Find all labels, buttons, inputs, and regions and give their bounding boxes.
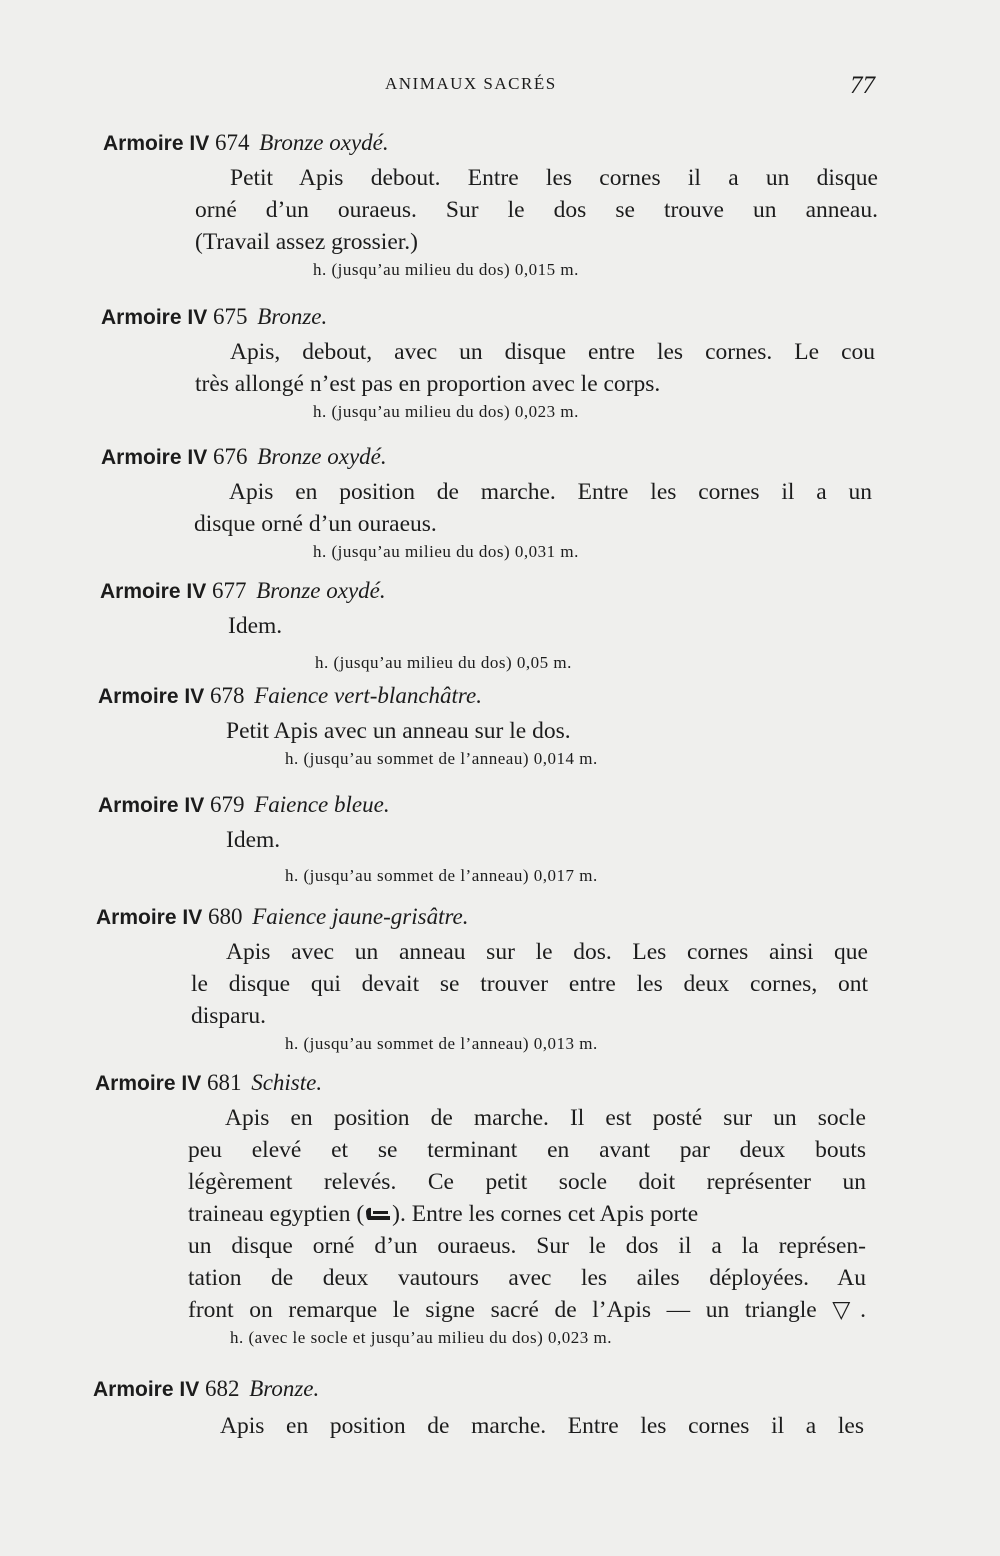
entry-material: Bronze. xyxy=(257,304,328,329)
description-line: très allongé n’est pas en proportion avec le corps. xyxy=(195,371,661,397)
running-title: ANIMAUX SACRÉS xyxy=(385,74,557,93)
entry-dimensions: h. (jusqu’au sommet de l’anneau) 0,014 m. xyxy=(285,749,598,768)
sledge-hieroglyph-icon xyxy=(364,1205,392,1223)
entry-material: Bronze. xyxy=(249,1376,320,1401)
catalog-entry-682 xyxy=(0,1374,1000,1437)
entry-number: 677 xyxy=(211,578,247,603)
entry-location: Armoire IV xyxy=(101,446,208,469)
description-line: Apis avec un anneau sur le dos. Les cornes ainsi que xyxy=(226,939,868,965)
entry-heading xyxy=(103,128,1000,159)
running-head xyxy=(0,74,1000,104)
entry-heading xyxy=(95,1068,1000,1099)
entry-number: 679 xyxy=(209,792,245,817)
entry-location: Armoire IV xyxy=(95,1072,202,1095)
entry-number: 674 xyxy=(214,130,250,155)
entry-description xyxy=(195,162,878,258)
entry-description xyxy=(226,715,876,747)
entry-location: Armoire IV xyxy=(100,580,207,603)
description-line: Idem. xyxy=(226,827,281,853)
entry-location: Armoire IV xyxy=(96,906,203,929)
entry-location: Armoire IV xyxy=(103,132,210,155)
entry-description xyxy=(186,1410,864,1442)
entry-heading xyxy=(96,902,1000,933)
page-number: 77 xyxy=(850,72,875,99)
description-line: le disque qui devait se trouver entre les deux cornes, ont xyxy=(191,971,868,997)
description-segment xyxy=(188,1198,698,1230)
entry-location: Armoire IV xyxy=(93,1378,200,1401)
entry-number: 678 xyxy=(209,683,245,708)
description-text: ). Entre les cornes cet Apis porte xyxy=(392,1201,699,1227)
entry-material: Bronze oxydé. xyxy=(259,130,389,155)
description-line: Apis en position de marche. Il est posté sur un socle xyxy=(225,1105,866,1131)
entry-location: Armoire IV xyxy=(98,685,205,708)
entry-number: 676 xyxy=(212,444,248,469)
entry-location: Armoire IV xyxy=(98,794,205,817)
entry-description xyxy=(188,1102,866,1326)
entry-heading xyxy=(101,442,1000,473)
entry-description xyxy=(195,336,875,400)
catalog-entry-680 xyxy=(0,902,1000,1056)
entry-number: 675 xyxy=(212,304,248,329)
entry-dimensions: h. (avec le socle et jusqu’au milieu du dos) 0,023 m. xyxy=(230,1328,612,1347)
catalog-entry-681 xyxy=(0,1068,1000,1350)
entry-dimensions: h. (jusqu’au milieu du dos) 0,031 m. xyxy=(313,542,579,561)
catalog-entry-674 xyxy=(0,128,1000,282)
description-line: Petit Apis debout. Entre les cornes il a un disque xyxy=(230,165,878,191)
catalog-entry-675 xyxy=(0,302,1000,424)
description-line: Idem. xyxy=(228,613,283,639)
entry-heading xyxy=(101,302,1000,333)
description-line: un disque orné d’un ouraeus. Sur le dos il a la représen- xyxy=(188,1233,866,1259)
entry-number: 681 xyxy=(206,1070,242,1095)
entry-material: Schiste. xyxy=(251,1070,323,1095)
entry-material: Bronze oxydé. xyxy=(256,578,386,603)
entry-description xyxy=(191,936,868,1032)
entry-material: Faience jaune-grisâtre. xyxy=(252,904,469,929)
catalog-entry-678 xyxy=(0,681,1000,771)
catalog-entry-677 xyxy=(0,576,1000,672)
entry-dimensions: h. (jusqu’au milieu du dos) 0,023 m. xyxy=(313,402,579,421)
entry-material: Faience vert-blanchâtre. xyxy=(254,683,482,708)
entry-location: Armoire IV xyxy=(101,306,208,329)
entry-material: Bronze oxydé. xyxy=(257,444,387,469)
description-text: traineau egyptien ( xyxy=(188,1201,365,1227)
entry-heading xyxy=(98,790,1000,821)
description-line: orné d’un ouraeus. Sur le dos se trouve un anneau. xyxy=(195,197,878,223)
entry-description xyxy=(226,824,876,856)
description-line: peu elevé et se terminant en avant par deux bouts xyxy=(188,1137,866,1163)
entry-heading xyxy=(93,1374,1000,1405)
description-line: légèrement relevés. Ce petit socle doit représenter un xyxy=(188,1169,866,1195)
description-line: disparu. xyxy=(191,1003,267,1029)
entry-dimensions: h. (jusqu’au sommet de l’anneau) 0,017 m. xyxy=(285,866,598,885)
description-line: Apis, debout, avec un disque entre les cornes. Le cou xyxy=(230,339,875,365)
entry-heading xyxy=(98,681,1000,712)
description-line: Petit Apis avec un anneau sur le dos. xyxy=(226,718,571,744)
catalog-entry-676 xyxy=(0,442,1000,564)
description-line: (Travail assez grossier.) xyxy=(195,229,418,255)
description-line: Apis en position de marche. Entre les cornes il a un xyxy=(229,479,872,505)
entry-dimensions: h. (jusqu’au milieu du dos) 0,05 m. xyxy=(315,653,572,672)
entry-dimensions: h. (jusqu’au milieu du dos) 0,015 m. xyxy=(313,260,579,279)
description-line: front on remarque le signe sacré de l’Apis — un triangle ▽. xyxy=(188,1297,866,1323)
entry-number: 680 xyxy=(207,904,243,929)
entry-description xyxy=(228,610,878,642)
description-line: tation de deux vautours avec les ailes déployées. Au xyxy=(188,1265,866,1291)
catalog-entry-679 xyxy=(0,790,1000,885)
entry-heading xyxy=(100,576,1000,607)
entry-dimensions: h. (jusqu’au sommet de l’anneau) 0,013 m. xyxy=(285,1034,598,1053)
description-line xyxy=(188,1198,866,1230)
entry-description xyxy=(194,476,872,540)
entry-material: Faience bleue. xyxy=(254,792,390,817)
description-line: Apis en position de marche. Entre les cornes il a les xyxy=(220,1413,864,1439)
entry-number: 682 xyxy=(204,1376,240,1401)
description-line: disque orné d’un ouraeus. xyxy=(194,511,437,537)
